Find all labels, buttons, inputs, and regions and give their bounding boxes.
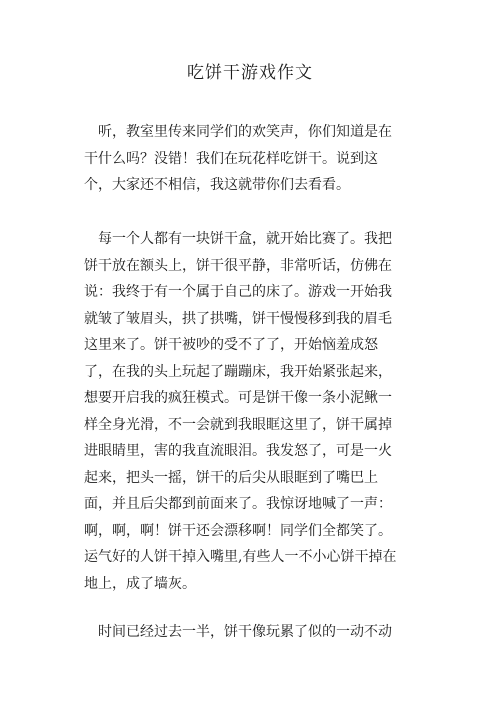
paragraph-3: 时间已经过去一半，饼干像玩累了似的一动不动 bbox=[98, 624, 392, 640]
paragraph-2: 每一个人都有一块饼干盒，就开始比赛了。我把饼干放在额头上，饼干很平静，非常听话，仿佛在说：我终于有一个属于自己的床了。游戏一开始我就皱了皱眉头，拱了拱嘴，饼干慢慢移到我的眉毛这里来了。饼干被吵的受不了了，开始恼羞成怒了，在我的头上玩起了蹦蹦床，我开始紧张起来，想要开启我的疯狂模式。可是饼干像一条小泥鳅一样全身光滑，不一会就到我眼眶这里了，饼干属掉进眼睛里，害的我直流眼泪。我发怒了，可是一火起来，把头一摇，饼干的后尖从眼眶到了嘴巴上面，并且后尖都到前面来了。我惊讶地喊了一声：啊，啊，啊！饼干还会漂移啊！同学们全都笑了。运气好的人饼干掉入嘴里,有些人一不小心饼干掉在地上，成了墙灰。 bbox=[84, 231, 397, 592]
paragraph-1: 听，教室里传来同学们的欢笑声，你们知道是在干什么吗？没错！我们在玩花样吃饼干。说到这个，大家还不相信，我这就带你们去看看。 bbox=[84, 124, 392, 193]
document-title: 吃饼干游戏作文 bbox=[187, 63, 313, 83]
